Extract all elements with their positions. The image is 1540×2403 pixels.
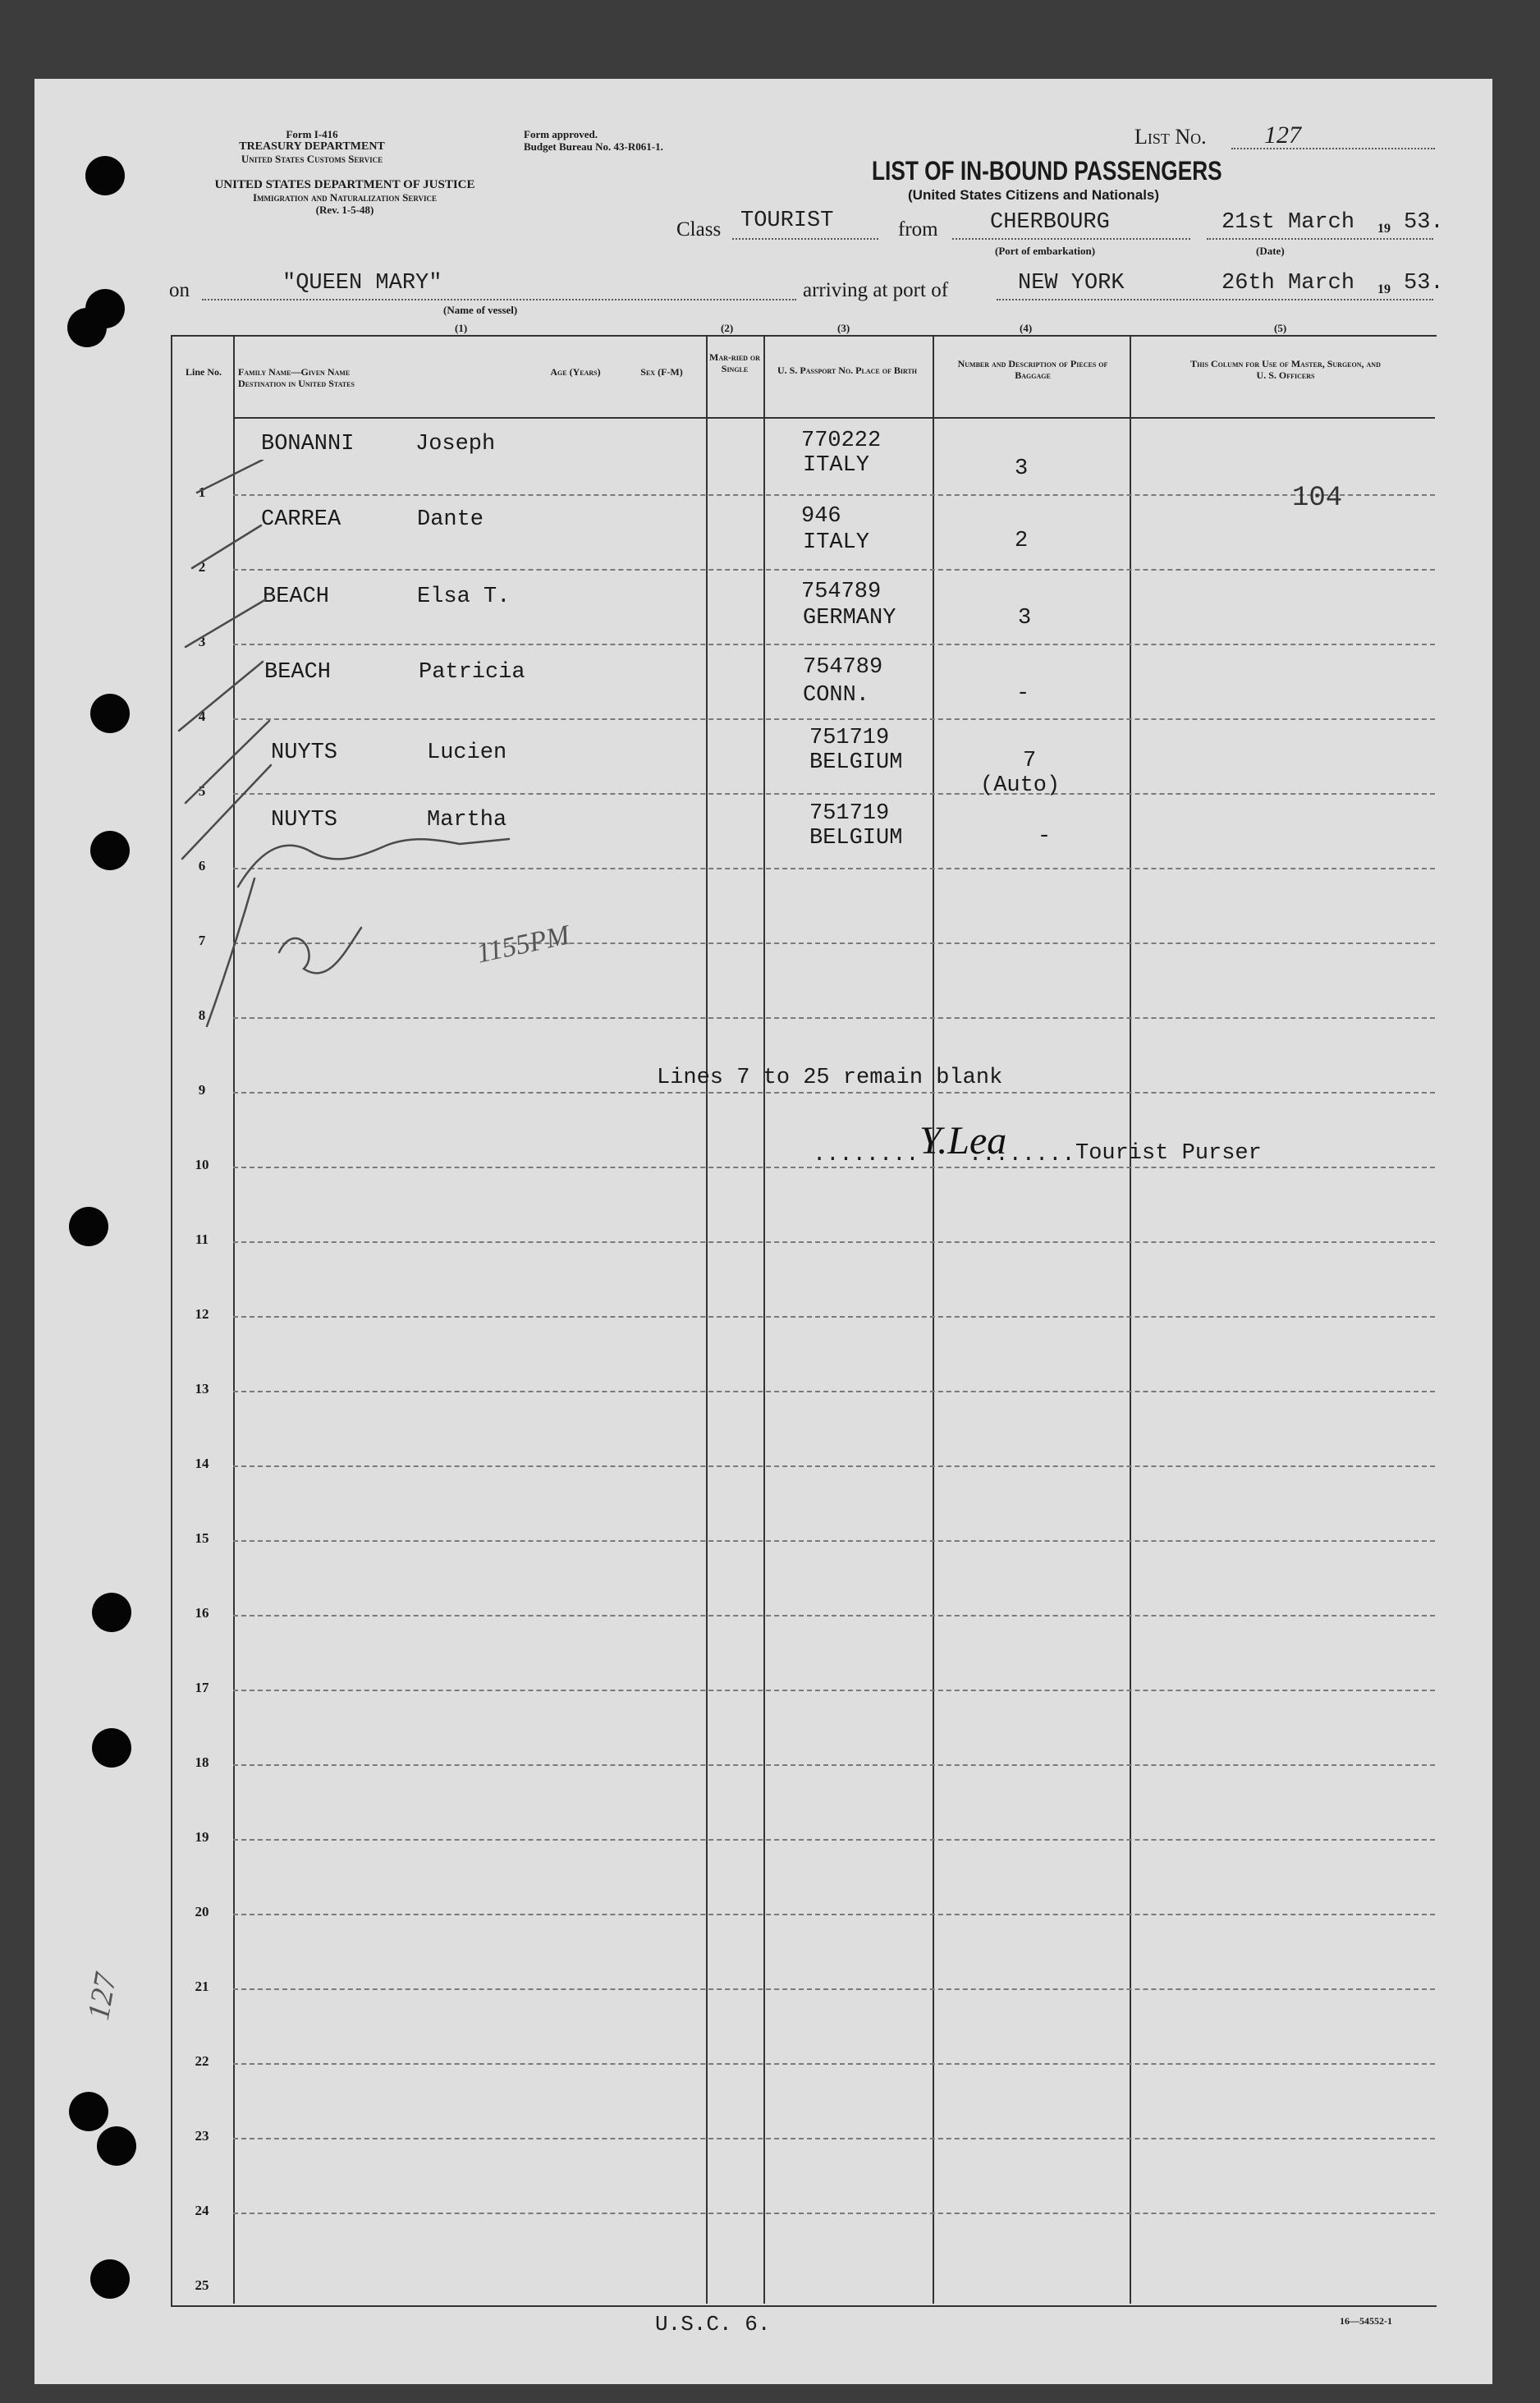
list-number-value: 127 [1264,122,1301,149]
row-rule [233,2138,1435,2139]
surname: NUYTS [271,808,338,832]
baggage-count: 7 [1023,749,1037,773]
row-rule [233,1615,1435,1617]
line-number: 3 [198,634,206,649]
header-family-name: Family Name—Given Name [238,366,351,378]
margin-number: 127 [80,1970,124,2023]
divider-passport [933,335,934,2304]
line-number: 15 [195,1530,209,1546]
class-label: Class [676,218,722,241]
row-rule [233,1391,1435,1392]
row-rule [233,1988,1435,1990]
punch-hole [69,2092,108,2131]
customs-service: United States Customs Service [241,153,383,165]
birthplace: BELGIUM [809,826,903,851]
justice-block [164,179,525,216]
pencil-check-marks [164,460,755,1100]
row-rule [233,1316,1435,1318]
purser-dots-tail: ........ [969,1143,1075,1167]
header-destination: Destination in United States [238,378,355,389]
vessel-name: "QUEEN MARY" [282,271,442,296]
line-number: 20 [195,1904,209,1919]
surname: NUYTS [271,741,338,765]
date-caption: (Date) [1256,245,1285,257]
page-title: LIST OF IN-BOUND PASSENGERS [872,156,1222,186]
header-age: Age (Years) [550,366,601,378]
passport-number: 754789 [803,655,883,680]
treasury-department: TREASURY DEPARTMENT [239,140,385,153]
line-number: 5 [198,783,206,799]
port-of-arrival: NEW YORK [1018,271,1125,296]
arrive-year-prefix: 19 [1377,282,1391,296]
depart-year-prefix: 19 [1377,222,1391,236]
punch-hole [67,308,107,347]
baggage-note: (Auto) [980,773,1061,798]
form-approved: Form approved. [524,128,598,140]
given-name: Elsa T. [417,585,511,609]
line-number: 4 [198,709,206,724]
birthplace: ITALY [803,453,870,478]
column-number-5: (5) [1274,322,1287,334]
footer-code: 16—54552-1 [1340,2315,1392,2327]
port-of-embarkation: CHERBOURG [990,210,1110,235]
arrival-year: 53. [1404,271,1444,296]
line-number: 18 [195,1754,209,1770]
passport-number: 751719 [809,726,890,750]
baggage-count: - [1016,681,1030,706]
class-value: TOURIST [740,209,834,233]
department-of-justice: UNITED STATES DEPARTMENT OF JUSTICE [214,178,475,191]
baggage-count: 3 [1018,606,1032,631]
budget-bureau: Budget Bureau No. 43-R061-1. [524,140,663,153]
header-officers: This Column for Use of Master, Surgeon, and U. S. Officers [1190,358,1381,381]
row-rule [233,2213,1435,2214]
line-number: 23 [195,2128,209,2144]
header-line-no: Line No. [185,366,222,378]
row-rule [233,1914,1435,1915]
officer-mark: 104 [1292,483,1343,514]
header-sex: Sex (F-M) [640,366,683,378]
row-rule [233,1465,1435,1467]
given-name: Joseph [415,432,496,456]
line-number: 10 [195,1157,209,1172]
line-number: 24 [195,2203,209,2218]
form-number: Form I-416 [286,128,338,140]
line-number: 21 [195,1979,209,1994]
line-number: 1 [198,484,206,500]
birthplace: BELGIUM [809,750,903,775]
line-number: 16 [195,1605,209,1621]
form-id-block [222,128,402,165]
purser-signature: Y.Lea [919,1119,1007,1163]
remain-blank-note: Lines 7 to 25 remain blank [657,1066,1003,1090]
page-subtitle: (United States Citizens and Nationals) [908,187,1160,203]
header-married: Mar-ried or Single [709,351,760,374]
row-rule [233,1839,1435,1841]
date-line [1207,238,1433,240]
purser-dots: ........ [813,1143,919,1167]
row-rule [233,1690,1435,1691]
birthplace: ITALY [803,530,870,555]
header-passport: U. S. Passport No. Place of Birth [777,365,917,376]
punch-hole [85,156,125,195]
approval-block [524,128,663,153]
list-number-label: List No. [1134,125,1207,149]
birthplace: CONN. [803,683,870,708]
row-rule [233,1241,1435,1243]
passport-number: 770222 [801,429,882,453]
list-number-line [1231,148,1435,149]
surname: BEACH [264,660,332,685]
header-baggage: Number and Description of Pieces of Baggage [957,358,1108,381]
embark-caption: (Port of embarkation) [995,245,1096,257]
punch-hole [69,1207,108,1246]
line-number: 12 [195,1306,209,1322]
passport-number: 754789 [801,580,882,604]
immigration-service: Immigration and Naturalization Service [252,191,438,204]
departure-date: 21st March [1221,210,1355,235]
surname: BEACH [263,585,330,609]
punch-hole [92,1728,131,1768]
surname: BONANNI [261,432,355,456]
class-line [732,238,878,240]
line-number: 6 [198,858,206,874]
given-name: Patricia [419,660,525,685]
embark-line [952,238,1190,240]
line-number: 7 [198,933,206,948]
line-number: 13 [195,1381,209,1396]
column-number-1: (1) [455,322,468,334]
vessel-caption: (Name of vessel) [443,304,518,316]
departure-year: 53. [1404,210,1444,235]
arriving-label: arriving at port of [803,279,949,301]
baggage-count: - [1038,824,1052,849]
punch-hole [92,1593,131,1632]
birthplace: GERMANY [803,606,896,631]
row-rule [233,2063,1435,2065]
on-label: on [169,279,190,301]
line-number: 22 [195,2053,209,2069]
punch-hole [90,694,130,733]
line-number: 19 [195,1829,209,1845]
line-number: 25 [195,2277,209,2293]
divider-married [763,335,765,2304]
column-number-4: (4) [1020,322,1033,334]
from-label: from [898,218,938,241]
purser-title: Tourist Purser [1075,1141,1262,1166]
column-number-2: (2) [721,322,734,334]
line-number: 11 [195,1231,209,1247]
arrival-line [997,299,1433,300]
surname: CARREA [261,507,341,532]
table-header-rule [233,417,1435,419]
revision-date: (Rev. 1-5-48) [315,204,374,216]
punch-hole [90,2259,130,2299]
line-number: 2 [198,559,206,575]
given-name: Dante [417,507,484,532]
line-number: 17 [195,1680,209,1695]
given-name: Martha [427,808,507,832]
row-rule [233,1540,1435,1542]
row-rule [233,1764,1435,1766]
divider-baggage [1130,335,1131,2304]
punch-hole [90,831,130,870]
footer-usc: U.S.C. 6. [655,2312,771,2337]
punch-hole [97,2126,136,2166]
line-number: 9 [198,1082,206,1098]
baggage-count: 2 [1015,529,1029,553]
vessel-line [202,299,796,300]
given-name: Lucien [427,741,507,765]
passport-number: 946 [801,504,841,529]
passport-number: 751719 [809,801,890,826]
line-number: 8 [198,1007,206,1023]
line-number: 14 [195,1456,209,1471]
handwritten-time: 1155PM [474,919,573,970]
baggage-count: 3 [1015,456,1029,481]
arrival-date: 26th March [1221,271,1355,296]
column-number-3: (3) [837,322,850,334]
